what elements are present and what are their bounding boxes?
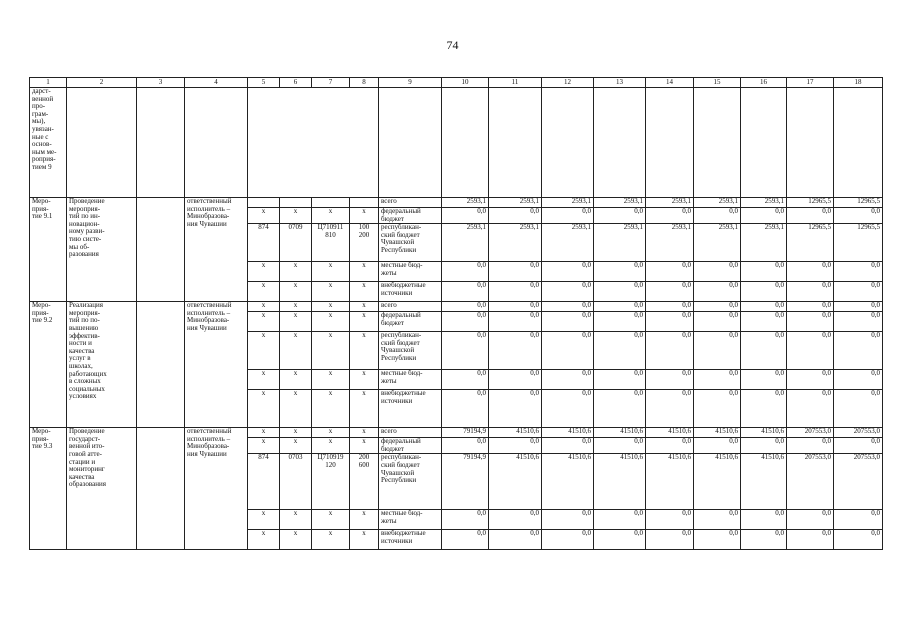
amount-cell: 0,0 xyxy=(694,282,741,302)
empty-cell xyxy=(137,198,185,302)
amount-cell: 0,0 xyxy=(489,438,542,454)
empty-cell xyxy=(646,88,694,198)
amount-cell: 41510,6 xyxy=(542,428,594,438)
measure-title: Проведение государст- венной ито- говой атте- стации и мониторинг качества образования xyxy=(67,428,137,550)
amount-cell: 0,0 xyxy=(542,332,594,370)
amount-cell: 0,0 xyxy=(741,370,787,390)
amount-cell: 2593,1 xyxy=(646,198,694,208)
budget-code-cell: 100 200 xyxy=(350,224,379,262)
amount-cell: 0,0 xyxy=(834,332,883,370)
budget-code-cell: x xyxy=(312,428,350,438)
amount-cell: 41510,6 xyxy=(646,428,694,438)
budget-code-cell: x xyxy=(248,282,280,302)
budget-code-cell: x xyxy=(280,510,312,530)
amount-cell: 2593,1 xyxy=(442,198,489,208)
budget-code-cell: x xyxy=(312,208,350,224)
amount-cell: 0,0 xyxy=(442,530,489,550)
budget-code-cell: 874 xyxy=(248,224,280,262)
measure-title: Проведение мероприя- тий по ин- новацион- ному разви- тию систе- мы об- разования xyxy=(67,198,137,302)
funding-source: всего xyxy=(379,428,442,438)
amount-cell: 0,0 xyxy=(834,530,883,550)
amount-cell: 0,0 xyxy=(594,438,646,454)
budget-code-cell: x xyxy=(248,510,280,530)
amount-cell: 0,0 xyxy=(542,208,594,224)
column-number: 9 xyxy=(379,78,442,88)
budget-code-cell: x xyxy=(280,370,312,390)
budget-code-cell xyxy=(248,198,280,208)
intro-cell: дарст- венной про- грам- мы), увязан- ные с основ- ным ме- роприя- тием 9 xyxy=(30,88,67,198)
column-number: 13 xyxy=(594,78,646,88)
empty-cell xyxy=(741,88,787,198)
executor: ответственный исполнитель – Минобразова- ния Чувашии xyxy=(185,302,248,428)
amount-cell: 2593,1 xyxy=(442,224,489,262)
amount-cell: 12965,5 xyxy=(787,198,834,208)
budget-code-cell: x xyxy=(312,390,350,428)
column-number: 11 xyxy=(489,78,542,88)
amount-cell: 41510,6 xyxy=(489,428,542,438)
amount-cell: 0,0 xyxy=(489,510,542,530)
amount-cell: 0,0 xyxy=(646,390,694,428)
amount-cell: 0,0 xyxy=(787,282,834,302)
amount-cell: 0,0 xyxy=(542,530,594,550)
budget-code-cell: x xyxy=(280,530,312,550)
executor: ответственный исполнитель – Минобразова- ния Чувашии xyxy=(185,428,248,550)
executor: ответственный исполнитель – Минобразова- ния Чувашии xyxy=(185,198,248,302)
amount-cell: 0,0 xyxy=(646,262,694,282)
amount-cell: 0,0 xyxy=(694,208,741,224)
amount-cell: 0,0 xyxy=(834,302,883,312)
budget-code-cell: x xyxy=(248,438,280,454)
budget-code-cell: x xyxy=(248,530,280,550)
budget-code-cell: 200 600 xyxy=(350,454,379,510)
budget-code-cell: x xyxy=(312,262,350,282)
amount-cell: 0,0 xyxy=(542,282,594,302)
amount-cell: 0,0 xyxy=(741,208,787,224)
budget-code-cell: x xyxy=(280,390,312,428)
budget-code-cell: x xyxy=(248,332,280,370)
budget-code-cell: x xyxy=(248,370,280,390)
column-number: 8 xyxy=(350,78,379,88)
budget-code-cell: x xyxy=(312,370,350,390)
empty-cell xyxy=(694,88,741,198)
amount-cell: 0,0 xyxy=(694,510,741,530)
amount-cell: 0,0 xyxy=(741,530,787,550)
amount-cell: 2593,1 xyxy=(694,224,741,262)
column-number: 6 xyxy=(280,78,312,88)
amount-cell: 0,0 xyxy=(787,332,834,370)
budget-code-cell: x xyxy=(280,302,312,312)
empty-cell xyxy=(137,302,185,428)
amount-cell: 0,0 xyxy=(489,530,542,550)
amount-cell: 0,0 xyxy=(787,302,834,312)
amount-cell: 0,0 xyxy=(694,438,741,454)
budget-code-cell: x xyxy=(280,438,312,454)
amount-cell: 207553,0 xyxy=(787,454,834,510)
budget-code-cell: x xyxy=(280,332,312,370)
amount-cell: 0,0 xyxy=(594,262,646,282)
amount-cell: 0,0 xyxy=(442,332,489,370)
amount-cell: 0,0 xyxy=(646,370,694,390)
amount-cell: 0,0 xyxy=(787,262,834,282)
amount-cell: 0,0 xyxy=(787,312,834,332)
amount-cell: 2593,1 xyxy=(594,224,646,262)
amount-cell: 207553,0 xyxy=(787,428,834,438)
amount-cell: 2593,1 xyxy=(694,198,741,208)
empty-cell xyxy=(594,88,646,198)
empty-cell xyxy=(248,88,379,198)
budget-code-cell: x xyxy=(312,510,350,530)
amount-cell: 41510,6 xyxy=(646,454,694,510)
amount-cell: 0,0 xyxy=(442,262,489,282)
budget-code-cell: 0703 xyxy=(280,454,312,510)
amount-cell: 0,0 xyxy=(834,370,883,390)
budget-code-cell: Ц710911 810 xyxy=(312,224,350,262)
funding-source: федеральный бюджет xyxy=(379,438,442,454)
amount-cell: 0,0 xyxy=(741,262,787,282)
page-number: 74 xyxy=(446,38,459,52)
amount-cell: 0,0 xyxy=(646,438,694,454)
measure-code: Меро- прия- тие 9.1 xyxy=(30,198,67,302)
funding-source: всего xyxy=(379,198,442,208)
budget-code-cell: x xyxy=(280,262,312,282)
amount-cell: 2593,1 xyxy=(594,198,646,208)
amount-cell: 12965,5 xyxy=(787,224,834,262)
amount-cell: 0,0 xyxy=(741,302,787,312)
budget-code-cell: 874 xyxy=(248,454,280,510)
measure-code: Меро- прия- тие 9.2 xyxy=(30,302,67,428)
funding-source: федеральный бюджет xyxy=(379,208,442,224)
amount-cell: 0,0 xyxy=(741,390,787,428)
amount-cell: 0,0 xyxy=(489,370,542,390)
budget-code-cell: x xyxy=(350,332,379,370)
column-number: 15 xyxy=(694,78,741,88)
amount-cell: 0,0 xyxy=(594,208,646,224)
column-number: 4 xyxy=(185,78,248,88)
amount-cell: 0,0 xyxy=(787,208,834,224)
column-number: 2 xyxy=(67,78,137,88)
empty-cell xyxy=(834,88,883,198)
amount-cell: 12965,5 xyxy=(834,224,883,262)
funding-row xyxy=(30,302,883,312)
amount-cell: 0,0 xyxy=(442,438,489,454)
funding-table xyxy=(29,77,883,550)
amount-cell: 0,0 xyxy=(542,438,594,454)
budget-code-cell: x xyxy=(248,312,280,332)
amount-cell: 0,0 xyxy=(787,390,834,428)
amount-cell: 0,0 xyxy=(542,370,594,390)
amount-cell: 41510,6 xyxy=(542,454,594,510)
amount-cell: 0,0 xyxy=(646,302,694,312)
amount-cell: 0,0 xyxy=(542,510,594,530)
funding-source: внебюджетные источники xyxy=(379,282,442,302)
funding-source: внебюджетные источники xyxy=(379,530,442,550)
amount-cell: 0,0 xyxy=(594,302,646,312)
amount-cell: 0,0 xyxy=(741,282,787,302)
amount-cell: 41510,6 xyxy=(741,428,787,438)
column-number: 7 xyxy=(312,78,350,88)
amount-cell: 0,0 xyxy=(741,510,787,530)
amount-cell: 0,0 xyxy=(694,370,741,390)
amount-cell: 0,0 xyxy=(442,370,489,390)
amount-cell: 0,0 xyxy=(489,208,542,224)
amount-cell: 0,0 xyxy=(594,510,646,530)
empty-cell xyxy=(442,88,489,198)
amount-cell: 0,0 xyxy=(834,390,883,428)
amount-cell: 0,0 xyxy=(834,282,883,302)
column-number-row xyxy=(30,78,883,88)
amount-cell: 0,0 xyxy=(542,312,594,332)
amount-cell: 0,0 xyxy=(646,510,694,530)
budget-code-cell: x xyxy=(312,530,350,550)
amount-cell: 41510,6 xyxy=(594,428,646,438)
budget-code-cell: x xyxy=(312,312,350,332)
budget-code-cell: x xyxy=(350,530,379,550)
budget-code-cell: x xyxy=(248,428,280,438)
measure-title: Реализация мероприя- тий по по- вышению эффектив- ности и качества услуг в школах, работающих в сложных социальных условиях xyxy=(67,302,137,428)
amount-cell: 0,0 xyxy=(594,390,646,428)
budget-code-cell: x xyxy=(280,282,312,302)
budget-code-cell: x xyxy=(350,510,379,530)
amount-cell: 0,0 xyxy=(442,312,489,332)
budget-code-cell: x xyxy=(350,302,379,312)
funding-source: республикан- ский бюджет Чувашской Республики xyxy=(379,224,442,262)
budget-code-cell: x xyxy=(350,370,379,390)
amount-cell: 0,0 xyxy=(594,530,646,550)
amount-cell: 0,0 xyxy=(646,332,694,370)
amount-cell: 0,0 xyxy=(594,370,646,390)
funding-source: всего xyxy=(379,302,442,312)
column-number: 3 xyxy=(137,78,185,88)
column-number: 10 xyxy=(442,78,489,88)
amount-cell: 0,0 xyxy=(694,262,741,282)
amount-cell: 79194,9 xyxy=(442,428,489,438)
amount-cell: 41510,6 xyxy=(594,454,646,510)
amount-cell: 0,0 xyxy=(646,282,694,302)
funding-row xyxy=(30,198,883,208)
amount-cell: 2593,1 xyxy=(489,224,542,262)
column-number: 18 xyxy=(834,78,883,88)
budget-code-cell: x xyxy=(248,302,280,312)
funding-source: внебюджетные источники xyxy=(379,390,442,428)
amount-cell: 0,0 xyxy=(741,332,787,370)
amount-cell: 0,0 xyxy=(442,510,489,530)
amount-cell: 0,0 xyxy=(489,312,542,332)
amount-cell: 0,0 xyxy=(542,262,594,282)
amount-cell: 0,0 xyxy=(489,390,542,428)
amount-cell: 0,0 xyxy=(489,302,542,312)
amount-cell: 2593,1 xyxy=(741,224,787,262)
column-number: 5 xyxy=(248,78,280,88)
amount-cell: 0,0 xyxy=(741,438,787,454)
amount-cell: 0,0 xyxy=(834,312,883,332)
amount-cell: 41510,6 xyxy=(694,428,741,438)
budget-code-cell: x xyxy=(350,438,379,454)
funding-source: федеральный бюджет xyxy=(379,312,442,332)
amount-cell: 0,0 xyxy=(442,302,489,312)
amount-cell: 0,0 xyxy=(489,282,542,302)
amount-cell: 0,0 xyxy=(542,302,594,312)
intro-row xyxy=(30,88,883,198)
amount-cell: 0,0 xyxy=(646,530,694,550)
amount-cell: 0,0 xyxy=(646,312,694,332)
amount-cell: 41510,6 xyxy=(694,454,741,510)
budget-code-cell: x xyxy=(312,302,350,312)
amount-cell: 0,0 xyxy=(787,438,834,454)
column-number: 14 xyxy=(646,78,694,88)
amount-cell: 2593,1 xyxy=(542,224,594,262)
amount-cell: 0,0 xyxy=(594,312,646,332)
amount-cell: 79194,9 xyxy=(442,454,489,510)
amount-cell: 2593,1 xyxy=(646,224,694,262)
amount-cell: 2593,1 xyxy=(741,198,787,208)
funding-source: местные бюд- жеты xyxy=(379,262,442,282)
budget-code-cell: 0709 xyxy=(280,224,312,262)
budget-code-cell: x xyxy=(350,262,379,282)
empty-cell xyxy=(787,88,834,198)
measure-code: Меро- прия- тие 9.3 xyxy=(30,428,67,550)
amount-cell: 0,0 xyxy=(489,262,542,282)
amount-cell: 12965,5 xyxy=(834,198,883,208)
amount-cell: 0,0 xyxy=(442,390,489,428)
budget-code-cell: x xyxy=(280,312,312,332)
amount-cell: 0,0 xyxy=(787,370,834,390)
amount-cell: 0,0 xyxy=(834,208,883,224)
empty-cell xyxy=(379,88,442,198)
amount-cell: 0,0 xyxy=(489,332,542,370)
budget-code-cell: x xyxy=(312,438,350,454)
budget-code-cell: x xyxy=(248,390,280,428)
funding-source: республикан- ский бюджет Чувашской Республики xyxy=(379,454,442,510)
amount-cell: 0,0 xyxy=(594,282,646,302)
amount-cell: 0,0 xyxy=(834,510,883,530)
amount-cell: 0,0 xyxy=(694,302,741,312)
amount-cell: 0,0 xyxy=(694,390,741,428)
amount-cell: 0,0 xyxy=(694,530,741,550)
empty-cell xyxy=(67,88,137,198)
amount-cell: 0,0 xyxy=(442,208,489,224)
budget-code-cell: Ц710919 120 xyxy=(312,454,350,510)
column-number: 17 xyxy=(787,78,834,88)
empty-cell xyxy=(137,428,185,550)
budget-code-cell: x xyxy=(312,332,350,370)
budget-code-cell: x xyxy=(350,208,379,224)
amount-cell: 0,0 xyxy=(834,262,883,282)
amount-cell: 41510,6 xyxy=(741,454,787,510)
budget-code-cell: x xyxy=(248,262,280,282)
column-number: 12 xyxy=(542,78,594,88)
amount-cell: 0,0 xyxy=(442,282,489,302)
empty-cell xyxy=(137,88,185,198)
amount-cell: 0,0 xyxy=(787,510,834,530)
funding-source: местные бюд- жеты xyxy=(379,370,442,390)
amount-cell: 207553,0 xyxy=(834,454,883,510)
column-number: 1 xyxy=(30,78,67,88)
amount-cell: 0,0 xyxy=(834,438,883,454)
empty-cell xyxy=(489,88,542,198)
amount-cell: 0,0 xyxy=(542,390,594,428)
budget-code-cell: x xyxy=(350,428,379,438)
amount-cell: 0,0 xyxy=(594,332,646,370)
budget-code-cell: x xyxy=(350,282,379,302)
funding-source: республикан- ский бюджет Чувашской Республики xyxy=(379,332,442,370)
amount-cell: 207553,0 xyxy=(834,428,883,438)
budget-code-cell: x xyxy=(248,208,280,224)
budget-code-cell: x xyxy=(350,312,379,332)
budget-code-cell: x xyxy=(280,428,312,438)
budget-code-cell: x xyxy=(280,208,312,224)
amount-cell: 0,0 xyxy=(787,530,834,550)
funding-row xyxy=(30,428,883,438)
empty-cell xyxy=(185,88,248,198)
budget-code-cell xyxy=(350,198,379,208)
amount-cell: 2593,1 xyxy=(489,198,542,208)
empty-cell xyxy=(542,88,594,198)
amount-cell: 0,0 xyxy=(694,332,741,370)
funding-source: местные бюд- жеты xyxy=(379,510,442,530)
budget-code-cell: x xyxy=(312,282,350,302)
budget-code-cell xyxy=(280,198,312,208)
amount-cell: 0,0 xyxy=(741,312,787,332)
amount-cell: 41510,6 xyxy=(489,454,542,510)
budget-code-cell xyxy=(312,198,350,208)
amount-cell: 0,0 xyxy=(646,208,694,224)
amount-cell: 0,0 xyxy=(694,312,741,332)
budget-code-cell: x xyxy=(350,390,379,428)
amount-cell: 2593,1 xyxy=(542,198,594,208)
column-number: 16 xyxy=(741,78,787,88)
